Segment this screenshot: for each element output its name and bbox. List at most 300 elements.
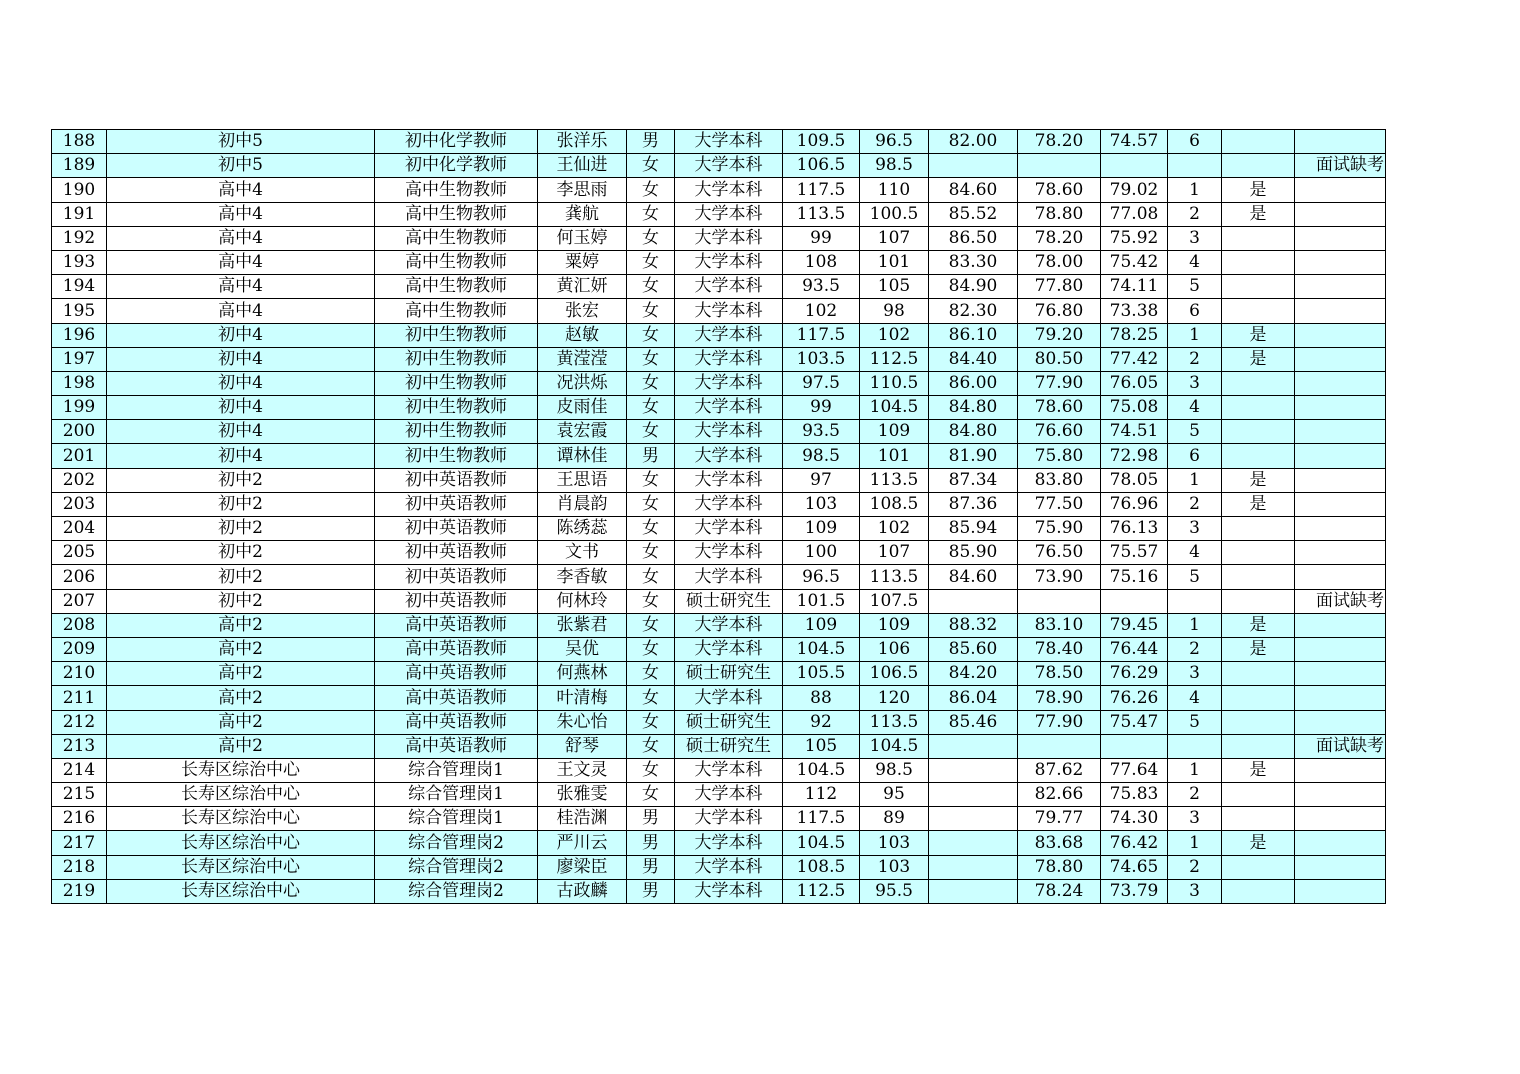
table-row bbox=[52, 710, 1386, 734]
table-row bbox=[52, 686, 1386, 710]
cell-education: 大学本科 bbox=[675, 371, 783, 395]
cell-seq-no: 195 bbox=[52, 299, 107, 323]
cell-education: 大学本科 bbox=[675, 686, 783, 710]
cell-selected-flag: 是 bbox=[1222, 323, 1295, 347]
cell-candidate-name: 古政麟 bbox=[538, 879, 627, 903]
cell-selected-flag bbox=[1222, 855, 1295, 879]
cell-score-a: 103 bbox=[783, 492, 860, 516]
cell-gender: 女 bbox=[627, 178, 675, 202]
cell-score-a: 117.5 bbox=[783, 807, 860, 831]
cell-score-a: 99 bbox=[783, 226, 860, 250]
cell-seq-no: 192 bbox=[52, 226, 107, 250]
cell-score-d: 77.90 bbox=[1018, 371, 1101, 395]
cell-candidate-name: 王文灵 bbox=[538, 758, 627, 782]
cell-recruiting-unit: 高中4 bbox=[107, 178, 375, 202]
cell-education: 大学本科 bbox=[675, 154, 783, 178]
cell-score-a: 92 bbox=[783, 710, 860, 734]
cell-education: 硕士研究生 bbox=[675, 734, 783, 758]
cell-score-d: 80.50 bbox=[1018, 347, 1101, 371]
cell-seq-no: 200 bbox=[52, 420, 107, 444]
cell-candidate-name: 朱心怡 bbox=[538, 710, 627, 734]
cell-score-d: 78.00 bbox=[1018, 250, 1101, 274]
cell-note bbox=[1295, 130, 1386, 154]
cell-education: 大学本科 bbox=[675, 420, 783, 444]
cell-score-a: 102 bbox=[783, 299, 860, 323]
cell-position: 初中生物教师 bbox=[375, 444, 538, 468]
cell-total-score: 75.92 bbox=[1101, 226, 1168, 250]
cell-score-d: 87.62 bbox=[1018, 758, 1101, 782]
cell-score-b: 113.5 bbox=[860, 468, 929, 492]
cell-note bbox=[1295, 783, 1386, 807]
cell-seq-no: 212 bbox=[52, 710, 107, 734]
cell-gender: 女 bbox=[627, 371, 675, 395]
cell-education: 大学本科 bbox=[675, 807, 783, 831]
cell-score-d: 75.80 bbox=[1018, 444, 1101, 468]
cell-score-d: 76.80 bbox=[1018, 299, 1101, 323]
cell-total-score: 77.08 bbox=[1101, 202, 1168, 226]
cell-position: 高中英语教师 bbox=[375, 662, 538, 686]
cell-score-b: 104.5 bbox=[860, 734, 929, 758]
cell-rank: 1 bbox=[1168, 831, 1222, 855]
cell-position: 高中生物教师 bbox=[375, 226, 538, 250]
cell-gender: 女 bbox=[627, 758, 675, 782]
cell-recruiting-unit: 高中2 bbox=[107, 613, 375, 637]
cell-total-score: 72.98 bbox=[1101, 444, 1168, 468]
cell-score-d: 78.60 bbox=[1018, 178, 1101, 202]
cell-score-c: 86.50 bbox=[929, 226, 1018, 250]
cell-selected-flag bbox=[1222, 879, 1295, 903]
cell-education: 大学本科 bbox=[675, 783, 783, 807]
cell-seq-no: 191 bbox=[52, 202, 107, 226]
cell-rank: 1 bbox=[1168, 323, 1222, 347]
cell-score-c bbox=[929, 879, 1018, 903]
cell-score-d: 77.80 bbox=[1018, 275, 1101, 299]
cell-rank: 2 bbox=[1168, 637, 1222, 661]
table-row bbox=[52, 299, 1386, 323]
cell-score-a: 109 bbox=[783, 613, 860, 637]
cell-candidate-name: 赵敏 bbox=[538, 323, 627, 347]
cell-rank: 3 bbox=[1168, 371, 1222, 395]
cell-recruiting-unit: 初中2 bbox=[107, 517, 375, 541]
cell-selected-flag bbox=[1222, 444, 1295, 468]
cell-score-a: 100 bbox=[783, 541, 860, 565]
table-row bbox=[52, 130, 1386, 154]
cell-score-d: 78.40 bbox=[1018, 637, 1101, 661]
cell-note bbox=[1295, 347, 1386, 371]
cell-seq-no: 211 bbox=[52, 686, 107, 710]
cell-position: 初中英语教师 bbox=[375, 589, 538, 613]
cell-score-d bbox=[1018, 589, 1101, 613]
cell-score-a: 104.5 bbox=[783, 831, 860, 855]
cell-score-b: 98 bbox=[860, 299, 929, 323]
cell-score-b: 107 bbox=[860, 541, 929, 565]
cell-score-d: 83.80 bbox=[1018, 468, 1101, 492]
cell-rank: 2 bbox=[1168, 202, 1222, 226]
cell-seq-no: 196 bbox=[52, 323, 107, 347]
cell-score-a: 104.5 bbox=[783, 637, 860, 661]
cell-seq-no: 189 bbox=[52, 154, 107, 178]
table-row bbox=[52, 444, 1386, 468]
cell-gender: 女 bbox=[627, 468, 675, 492]
cell-total-score: 74.51 bbox=[1101, 420, 1168, 444]
cell-score-b: 101 bbox=[860, 250, 929, 274]
cell-position: 高中生物教师 bbox=[375, 275, 538, 299]
table-row bbox=[52, 396, 1386, 420]
cell-note bbox=[1295, 468, 1386, 492]
cell-education: 大学本科 bbox=[675, 758, 783, 782]
cell-selected-flag bbox=[1222, 371, 1295, 395]
cell-position: 综合管理岗2 bbox=[375, 831, 538, 855]
cell-position: 高中英语教师 bbox=[375, 637, 538, 661]
cell-position: 初中化学教师 bbox=[375, 154, 538, 178]
cell-note bbox=[1295, 299, 1386, 323]
cell-education: 大学本科 bbox=[675, 250, 783, 274]
cell-gender: 男 bbox=[627, 831, 675, 855]
table-row bbox=[52, 879, 1386, 903]
cell-position: 高中英语教师 bbox=[375, 686, 538, 710]
table-row bbox=[52, 468, 1386, 492]
cell-position: 初中生物教师 bbox=[375, 396, 538, 420]
cell-score-c bbox=[929, 154, 1018, 178]
cell-selected-flag bbox=[1222, 396, 1295, 420]
cell-recruiting-unit: 长寿区综治中心 bbox=[107, 879, 375, 903]
cell-selected-flag: 是 bbox=[1222, 202, 1295, 226]
cell-recruiting-unit: 长寿区综治中心 bbox=[107, 831, 375, 855]
cell-position: 初中生物教师 bbox=[375, 347, 538, 371]
cell-gender: 女 bbox=[627, 347, 675, 371]
cell-education: 大学本科 bbox=[675, 468, 783, 492]
cell-education: 大学本科 bbox=[675, 226, 783, 250]
cell-score-b: 95.5 bbox=[860, 879, 929, 903]
cell-score-d: 75.90 bbox=[1018, 517, 1101, 541]
cell-rank: 5 bbox=[1168, 420, 1222, 444]
cell-selected-flag bbox=[1222, 130, 1295, 154]
cell-score-a: 109.5 bbox=[783, 130, 860, 154]
cell-recruiting-unit: 长寿区综治中心 bbox=[107, 807, 375, 831]
cell-total-score bbox=[1101, 734, 1168, 758]
table-row bbox=[52, 589, 1386, 613]
cell-recruiting-unit: 初中4 bbox=[107, 396, 375, 420]
cell-rank: 1 bbox=[1168, 613, 1222, 637]
cell-score-c: 84.80 bbox=[929, 396, 1018, 420]
table-row bbox=[52, 226, 1386, 250]
cell-selected-flag bbox=[1222, 541, 1295, 565]
cell-recruiting-unit: 初中5 bbox=[107, 154, 375, 178]
cell-recruiting-unit: 高中2 bbox=[107, 686, 375, 710]
cell-candidate-name: 张雅雯 bbox=[538, 783, 627, 807]
cell-score-c: 82.00 bbox=[929, 130, 1018, 154]
cell-score-b: 102 bbox=[860, 323, 929, 347]
cell-note bbox=[1295, 686, 1386, 710]
cell-score-d: 82.66 bbox=[1018, 783, 1101, 807]
cell-score-b: 108.5 bbox=[860, 492, 929, 516]
cell-total-score: 77.64 bbox=[1101, 758, 1168, 782]
table-row bbox=[52, 178, 1386, 202]
cell-seq-no: 217 bbox=[52, 831, 107, 855]
cell-candidate-name: 粟婷 bbox=[538, 250, 627, 274]
cell-score-b: 106 bbox=[860, 637, 929, 661]
table-row bbox=[52, 541, 1386, 565]
cell-education: 大学本科 bbox=[675, 299, 783, 323]
cell-candidate-name: 叶清梅 bbox=[538, 686, 627, 710]
cell-note bbox=[1295, 758, 1386, 782]
cell-education: 大学本科 bbox=[675, 492, 783, 516]
cell-score-c: 83.30 bbox=[929, 250, 1018, 274]
cell-seq-no: 205 bbox=[52, 541, 107, 565]
cell-education: 大学本科 bbox=[675, 637, 783, 661]
cell-score-a: 93.5 bbox=[783, 420, 860, 444]
cell-position: 初中英语教师 bbox=[375, 565, 538, 589]
cell-gender: 女 bbox=[627, 420, 675, 444]
cell-score-d bbox=[1018, 154, 1101, 178]
cell-selected-flag bbox=[1222, 420, 1295, 444]
cell-note bbox=[1295, 226, 1386, 250]
cell-score-a: 88 bbox=[783, 686, 860, 710]
cell-candidate-name: 王思语 bbox=[538, 468, 627, 492]
cell-total-score: 75.47 bbox=[1101, 710, 1168, 734]
cell-score-a: 103.5 bbox=[783, 347, 860, 371]
cell-score-d bbox=[1018, 734, 1101, 758]
cell-score-b: 109 bbox=[860, 420, 929, 444]
cell-rank: 1 bbox=[1168, 758, 1222, 782]
cell-seq-no: 203 bbox=[52, 492, 107, 516]
cell-recruiting-unit: 高中4 bbox=[107, 250, 375, 274]
cell-recruiting-unit: 初中2 bbox=[107, 589, 375, 613]
cell-total-score: 78.25 bbox=[1101, 323, 1168, 347]
cell-gender: 女 bbox=[627, 589, 675, 613]
cell-recruiting-unit: 高中4 bbox=[107, 275, 375, 299]
cell-score-b: 101 bbox=[860, 444, 929, 468]
cell-total-score: 75.16 bbox=[1101, 565, 1168, 589]
cell-total-score: 75.08 bbox=[1101, 396, 1168, 420]
cell-position: 初中化学教师 bbox=[375, 130, 538, 154]
cell-score-b: 112.5 bbox=[860, 347, 929, 371]
cell-rank bbox=[1168, 589, 1222, 613]
cell-recruiting-unit: 初中2 bbox=[107, 565, 375, 589]
cell-score-d: 79.20 bbox=[1018, 323, 1101, 347]
cell-note bbox=[1295, 879, 1386, 903]
cell-score-b: 89 bbox=[860, 807, 929, 831]
cell-position: 初中生物教师 bbox=[375, 420, 538, 444]
cell-gender: 女 bbox=[627, 710, 675, 734]
cell-gender: 男 bbox=[627, 807, 675, 831]
cell-score-a: 105.5 bbox=[783, 662, 860, 686]
cell-score-c bbox=[929, 758, 1018, 782]
cell-rank: 2 bbox=[1168, 492, 1222, 516]
table-row bbox=[52, 371, 1386, 395]
cell-seq-no: 219 bbox=[52, 879, 107, 903]
cell-education: 大学本科 bbox=[675, 347, 783, 371]
cell-score-a: 97.5 bbox=[783, 371, 860, 395]
cell-total-score: 74.65 bbox=[1101, 855, 1168, 879]
cell-recruiting-unit: 初中4 bbox=[107, 323, 375, 347]
cell-score-b: 120 bbox=[860, 686, 929, 710]
cell-seq-no: 215 bbox=[52, 783, 107, 807]
cell-score-b: 98.5 bbox=[860, 154, 929, 178]
cell-total-score: 76.26 bbox=[1101, 686, 1168, 710]
cell-rank: 2 bbox=[1168, 855, 1222, 879]
table-row bbox=[52, 613, 1386, 637]
cell-note: 面试缺考 bbox=[1295, 154, 1386, 178]
cell-rank: 6 bbox=[1168, 130, 1222, 154]
cell-seq-no: 193 bbox=[52, 250, 107, 274]
cell-note bbox=[1295, 710, 1386, 734]
cell-score-c bbox=[929, 807, 1018, 831]
cell-note bbox=[1295, 178, 1386, 202]
cell-total-score: 79.02 bbox=[1101, 178, 1168, 202]
cell-rank: 2 bbox=[1168, 347, 1222, 371]
cell-candidate-name: 张洋乐 bbox=[538, 130, 627, 154]
cell-seq-no: 208 bbox=[52, 613, 107, 637]
cell-rank: 1 bbox=[1168, 468, 1222, 492]
cell-gender: 男 bbox=[627, 130, 675, 154]
cell-seq-no: 218 bbox=[52, 855, 107, 879]
cell-candidate-name: 龚航 bbox=[538, 202, 627, 226]
cell-score-a: 93.5 bbox=[783, 275, 860, 299]
table-row bbox=[52, 783, 1386, 807]
cell-education: 大学本科 bbox=[675, 396, 783, 420]
results-table bbox=[51, 129, 1386, 904]
cell-note bbox=[1295, 420, 1386, 444]
cell-note bbox=[1295, 662, 1386, 686]
cell-recruiting-unit: 初中4 bbox=[107, 347, 375, 371]
cell-score-a: 112 bbox=[783, 783, 860, 807]
cell-rank: 3 bbox=[1168, 879, 1222, 903]
cell-rank bbox=[1168, 154, 1222, 178]
table-row bbox=[52, 420, 1386, 444]
cell-score-c: 86.10 bbox=[929, 323, 1018, 347]
cell-score-d: 78.20 bbox=[1018, 130, 1101, 154]
cell-position: 初中生物教师 bbox=[375, 371, 538, 395]
cell-seq-no: 194 bbox=[52, 275, 107, 299]
cell-score-c: 87.34 bbox=[929, 468, 1018, 492]
cell-total-score: 75.83 bbox=[1101, 783, 1168, 807]
cell-score-d: 78.20 bbox=[1018, 226, 1101, 250]
cell-total-score: 73.79 bbox=[1101, 879, 1168, 903]
cell-note bbox=[1295, 202, 1386, 226]
cell-total-score: 75.42 bbox=[1101, 250, 1168, 274]
cell-gender: 男 bbox=[627, 855, 675, 879]
cell-education: 大学本科 bbox=[675, 202, 783, 226]
cell-note bbox=[1295, 637, 1386, 661]
cell-score-d: 77.90 bbox=[1018, 710, 1101, 734]
cell-score-c: 84.20 bbox=[929, 662, 1018, 686]
cell-note bbox=[1295, 492, 1386, 516]
cell-seq-no: 197 bbox=[52, 347, 107, 371]
cell-score-c: 84.60 bbox=[929, 565, 1018, 589]
cell-gender: 女 bbox=[627, 154, 675, 178]
table-row bbox=[52, 662, 1386, 686]
table-row bbox=[52, 275, 1386, 299]
cell-score-b: 96.5 bbox=[860, 130, 929, 154]
cell-selected-flag bbox=[1222, 517, 1295, 541]
cell-score-c: 82.30 bbox=[929, 299, 1018, 323]
cell-gender: 女 bbox=[627, 565, 675, 589]
cell-note bbox=[1295, 541, 1386, 565]
cell-selected-flag bbox=[1222, 710, 1295, 734]
cell-score-c bbox=[929, 589, 1018, 613]
cell-note bbox=[1295, 613, 1386, 637]
cell-candidate-name: 肖晨韵 bbox=[538, 492, 627, 516]
cell-education: 大学本科 bbox=[675, 565, 783, 589]
table-row bbox=[52, 637, 1386, 661]
cell-gender: 男 bbox=[627, 879, 675, 903]
cell-position: 初中英语教师 bbox=[375, 517, 538, 541]
cell-score-c bbox=[929, 783, 1018, 807]
cell-candidate-name: 何林玲 bbox=[538, 589, 627, 613]
cell-score-a: 117.5 bbox=[783, 178, 860, 202]
cell-rank: 5 bbox=[1168, 710, 1222, 734]
cell-score-c: 84.90 bbox=[929, 275, 1018, 299]
cell-score-d: 73.90 bbox=[1018, 565, 1101, 589]
cell-score-b: 113.5 bbox=[860, 710, 929, 734]
cell-position: 综合管理岗1 bbox=[375, 783, 538, 807]
cell-education: 大学本科 bbox=[675, 275, 783, 299]
cell-candidate-name: 何燕林 bbox=[538, 662, 627, 686]
cell-rank: 4 bbox=[1168, 686, 1222, 710]
cell-score-d: 78.80 bbox=[1018, 855, 1101, 879]
cell-gender: 女 bbox=[627, 637, 675, 661]
cell-total-score: 75.57 bbox=[1101, 541, 1168, 565]
cell-selected-flag: 是 bbox=[1222, 492, 1295, 516]
cell-education: 大学本科 bbox=[675, 831, 783, 855]
cell-note: 面试缺考 bbox=[1295, 589, 1386, 613]
cell-seq-no: 213 bbox=[52, 734, 107, 758]
cell-gender: 女 bbox=[627, 250, 675, 274]
cell-position: 高中生物教师 bbox=[375, 299, 538, 323]
cell-candidate-name: 吴优 bbox=[538, 637, 627, 661]
cell-candidate-name: 廖梁臣 bbox=[538, 855, 627, 879]
cell-gender: 女 bbox=[627, 686, 675, 710]
cell-seq-no: 210 bbox=[52, 662, 107, 686]
cell-position: 综合管理岗1 bbox=[375, 758, 538, 782]
cell-recruiting-unit: 初中5 bbox=[107, 130, 375, 154]
cell-position: 综合管理岗2 bbox=[375, 855, 538, 879]
cell-selected-flag bbox=[1222, 299, 1295, 323]
cell-score-b: 113.5 bbox=[860, 565, 929, 589]
cell-position: 高中英语教师 bbox=[375, 710, 538, 734]
cell-seq-no: 190 bbox=[52, 178, 107, 202]
cell-position: 高中生物教师 bbox=[375, 202, 538, 226]
cell-candidate-name: 陈绣蕊 bbox=[538, 517, 627, 541]
cell-selected-flag: 是 bbox=[1222, 613, 1295, 637]
cell-education: 大学本科 bbox=[675, 855, 783, 879]
cell-score-d: 78.80 bbox=[1018, 202, 1101, 226]
table-row bbox=[52, 855, 1386, 879]
cell-note: 面试缺考 bbox=[1295, 734, 1386, 758]
cell-candidate-name: 张紫君 bbox=[538, 613, 627, 637]
cell-seq-no: 188 bbox=[52, 130, 107, 154]
cell-score-b: 102 bbox=[860, 517, 929, 541]
cell-seq-no: 214 bbox=[52, 758, 107, 782]
cell-education: 硕士研究生 bbox=[675, 662, 783, 686]
cell-rank bbox=[1168, 734, 1222, 758]
cell-seq-no: 204 bbox=[52, 517, 107, 541]
cell-score-a: 108.5 bbox=[783, 855, 860, 879]
cell-position: 初中英语教师 bbox=[375, 468, 538, 492]
cell-gender: 女 bbox=[627, 275, 675, 299]
cell-position: 综合管理岗1 bbox=[375, 807, 538, 831]
cell-candidate-name: 况洪烁 bbox=[538, 371, 627, 395]
cell-total-score: 76.42 bbox=[1101, 831, 1168, 855]
cell-rank: 2 bbox=[1168, 783, 1222, 807]
cell-score-b: 103 bbox=[860, 855, 929, 879]
cell-selected-flag: 是 bbox=[1222, 637, 1295, 661]
cell-total-score: 76.05 bbox=[1101, 371, 1168, 395]
cell-rank: 6 bbox=[1168, 444, 1222, 468]
cell-score-b: 106.5 bbox=[860, 662, 929, 686]
cell-recruiting-unit: 高中2 bbox=[107, 710, 375, 734]
